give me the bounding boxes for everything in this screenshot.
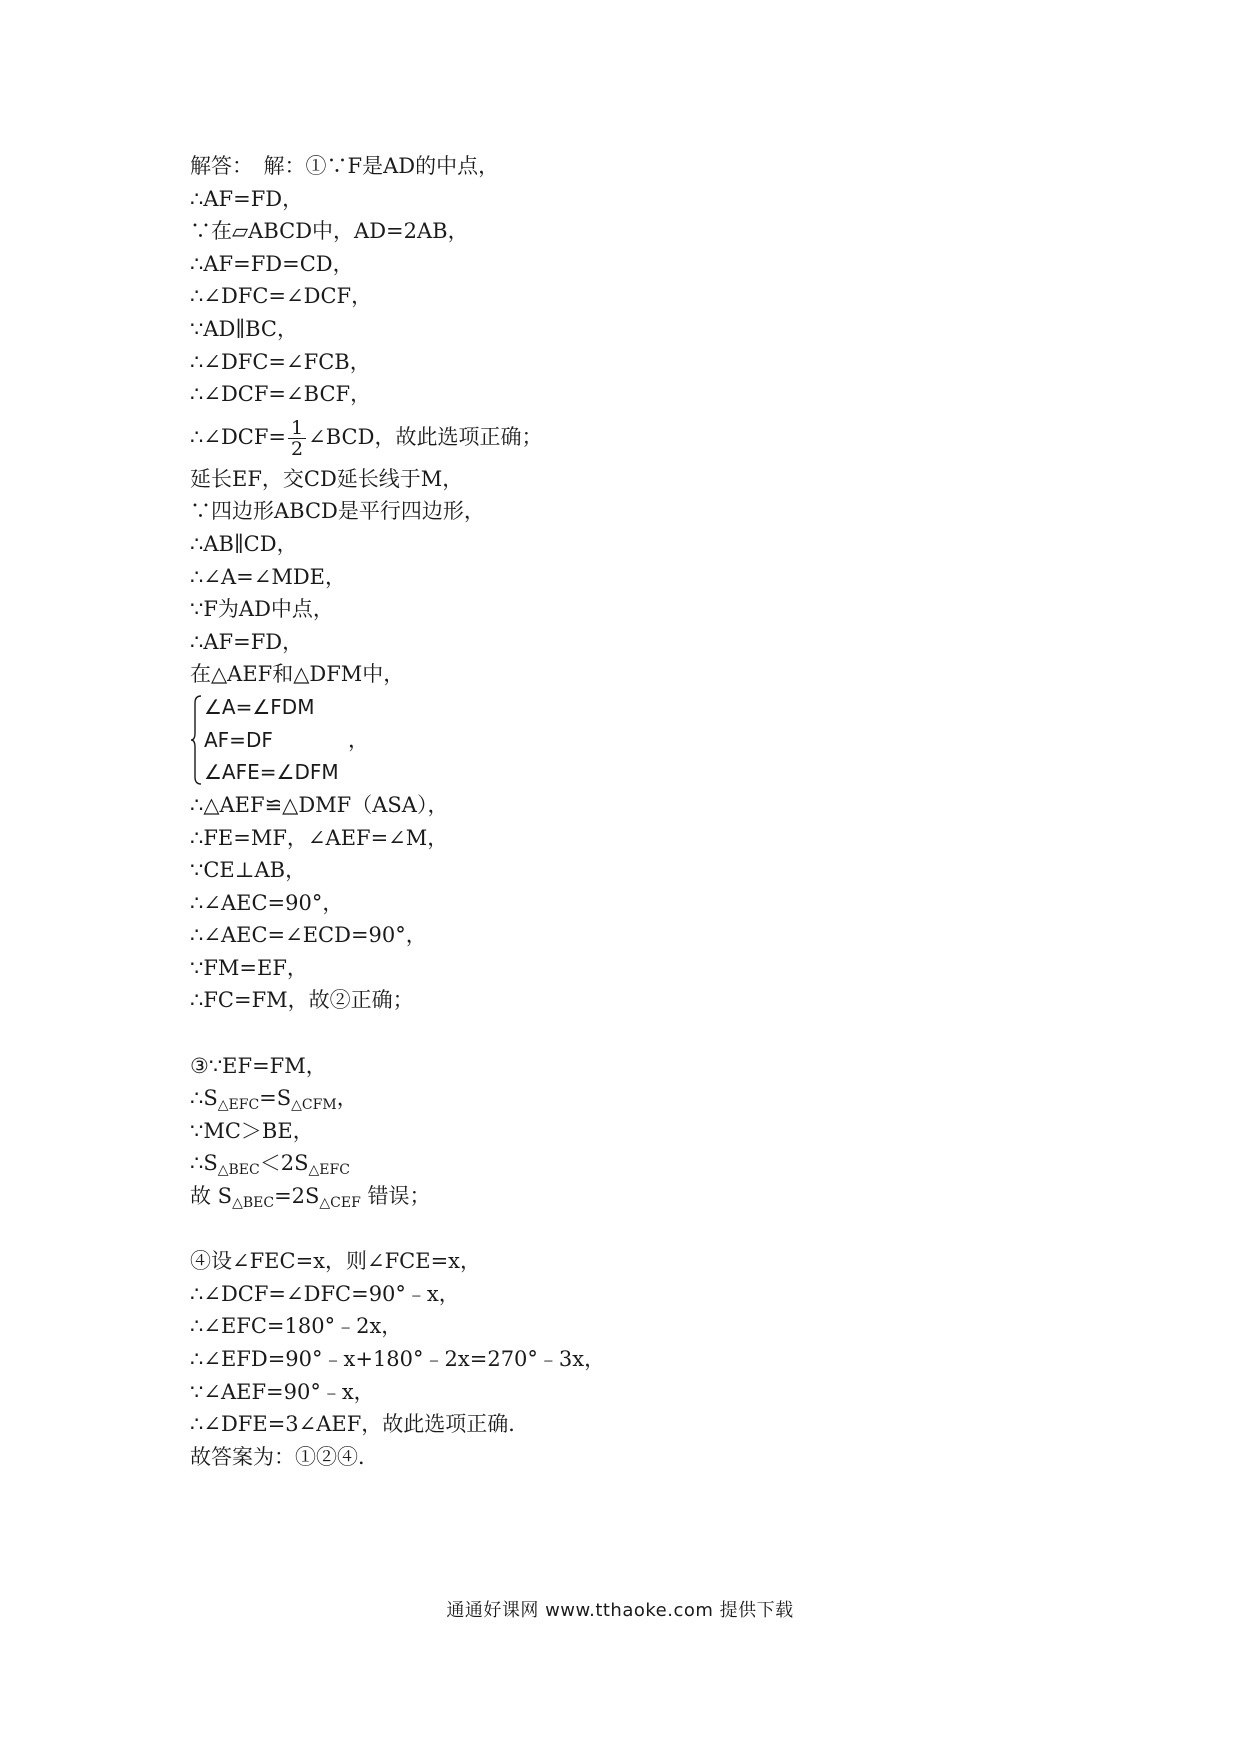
- text-line: ③∵EF=FM，: [190, 1053, 327, 1078]
- text-segment: ∴S: [190, 1151, 218, 1176]
- text-line: ∴AF=FD，: [190, 186, 304, 211]
- text-line: ∴AB∥CD，: [190, 531, 298, 556]
- system-row: ∠A=∠FDM: [204, 694, 315, 719]
- text-line: ∴∠EFC=180°﹣2x，: [190, 1314, 403, 1339]
- text-line: ∵F为AD中点，: [190, 597, 334, 622]
- text-line: ∵CE⊥AB，: [190, 858, 307, 883]
- text-line: ∵在▱ABCD中，AD=2AB，: [190, 219, 469, 244]
- text-line: ∴∠AEC=∠ECD=90°，: [190, 923, 427, 948]
- text-segment: =2S: [274, 1184, 320, 1209]
- text-line: ∴∠DCF=∠DFC=90°﹣x，: [190, 1281, 460, 1306]
- text-line: ∴FC=FM，故②正确；: [190, 988, 414, 1013]
- text-line: ∴△AEF≌△DMF（ASA），: [190, 792, 449, 817]
- footer-credit: 通通好课网 www.tthaoke.com 提供下载: [446, 1600, 794, 1621]
- text-line: 延长EF，交CD延长线于M，: [190, 466, 464, 491]
- text-line: ④设∠FEC=x，则∠FCE=x，: [190, 1249, 482, 1274]
- text-line: ∵MC＞BE，: [190, 1118, 314, 1143]
- equation-system: [190, 691, 1090, 789]
- subscript: △CEF: [319, 1195, 361, 1212]
- text-segment: ∴S: [190, 1086, 218, 1111]
- fraction-line: [190, 411, 1090, 463]
- fraction-numerator: 1: [288, 418, 306, 439]
- subscript: △EFC: [308, 1162, 350, 1179]
- text-line: ∴∠DFC=∠FCB，: [190, 349, 371, 374]
- area-line: [190, 1082, 1090, 1115]
- left-brace: [190, 695, 202, 785]
- system-row: ∠AFE=∠DFM: [204, 760, 339, 785]
- text-line: ∵AD∥BC，: [190, 316, 298, 341]
- text-line: ∴AF=FD=CD，: [190, 251, 354, 276]
- text-segment: 错误；: [360, 1184, 431, 1209]
- text-segment: ，: [336, 1086, 358, 1111]
- text-segment: =S: [259, 1086, 292, 1111]
- fraction: [288, 418, 306, 459]
- text-line: ∴∠DFE=3∠AEF，故此选项正确．: [190, 1412, 530, 1437]
- area-line: [190, 1147, 1090, 1180]
- blank-line: [190, 1213, 1090, 1246]
- text-line: ∵∠AEF=90°﹣x，: [190, 1379, 375, 1404]
- subscript: △BEC: [217, 1162, 260, 1179]
- subscript: △CFM: [291, 1097, 337, 1114]
- text-line: ∵四边形ABCD是平行四边形，: [190, 499, 485, 524]
- text-line: 在△AEF和△DFM中，: [190, 662, 405, 687]
- fraction-prefix: ∴∠DCF=: [190, 424, 287, 449]
- text-line: ∴∠DFC=∠DCF，: [190, 284, 373, 309]
- fraction-denominator: 2: [291, 437, 304, 460]
- text-line: ∴∠AEC=90°，: [190, 890, 344, 915]
- text-line: ∴∠DCF=∠BCF，: [190, 382, 372, 407]
- subscript: △EFC: [217, 1097, 260, 1114]
- text-line: 解答： 解：①∵F是AD的中点，: [190, 154, 500, 178]
- blank-line: [190, 1017, 1090, 1050]
- text-line: ∴AF=FD，: [190, 629, 304, 654]
- text-line: ∴∠A=∠MDE，: [190, 564, 346, 589]
- area-line: [190, 1180, 1090, 1213]
- text-segment: 故 S: [190, 1184, 233, 1209]
- subscript: △BEC: [232, 1195, 275, 1212]
- system-row: AF=DF: [204, 727, 273, 752]
- answer-line: 故答案为：①②④．: [190, 1444, 379, 1469]
- fraction-suffix: ∠BCD，故此选项正确；: [308, 424, 543, 449]
- solution-text: [190, 150, 1090, 1473]
- text-line: ∵FM=EF，: [190, 955, 308, 980]
- text-segment: ＜2S: [259, 1151, 309, 1176]
- text-line: ∴FE=MF，∠AEF=∠M，: [190, 825, 449, 850]
- system-comma: ，: [348, 727, 369, 752]
- text-line: ∴∠EFD=90°﹣x+180°﹣2x=270°﹣3x，: [190, 1347, 606, 1371]
